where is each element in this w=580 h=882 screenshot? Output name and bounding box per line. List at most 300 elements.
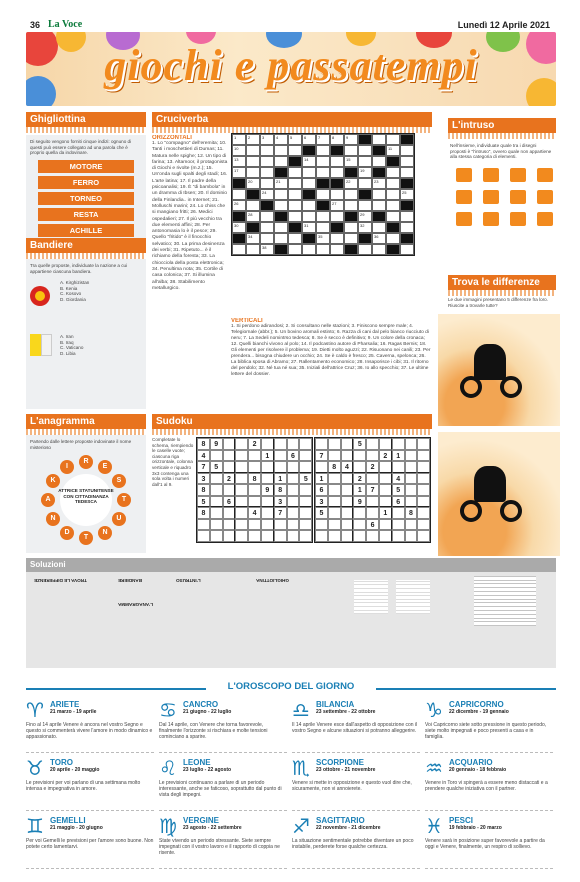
crossword-cell[interactable]: 24 bbox=[260, 189, 274, 200]
crossword-cell[interactable] bbox=[330, 211, 344, 222]
crossword-cell[interactable]: 14 bbox=[302, 156, 316, 167]
sudoku-cell[interactable]: 4 bbox=[248, 507, 261, 519]
sudoku-cell[interactable] bbox=[353, 519, 366, 531]
crossword-cell[interactable]: 9 bbox=[344, 134, 358, 145]
crossword-cell[interactable] bbox=[400, 244, 414, 255]
banner-title: giochi e passatempi bbox=[104, 41, 478, 90]
crossword-cell[interactable]: 19 bbox=[358, 167, 372, 178]
sudoku-cell[interactable] bbox=[405, 473, 418, 485]
crossword-cell[interactable] bbox=[386, 189, 400, 200]
sudoku-cell[interactable] bbox=[287, 438, 300, 450]
sudoku-cell[interactable] bbox=[392, 438, 405, 450]
sudoku-cell[interactable] bbox=[223, 519, 236, 531]
sudoku-cell[interactable] bbox=[261, 461, 274, 473]
sudoku-cell[interactable] bbox=[235, 461, 248, 473]
crossword-cell[interactable]: 7 bbox=[316, 134, 330, 145]
crossword-cell[interactable] bbox=[372, 244, 386, 255]
black-cell bbox=[274, 211, 288, 222]
sudoku-cell[interactable]: 7 bbox=[315, 450, 328, 462]
sudoku-cell[interactable] bbox=[341, 507, 354, 519]
sudoku-cell[interactable]: 6 bbox=[287, 450, 300, 462]
sudoku-cell[interactable] bbox=[248, 484, 261, 496]
sudoku-cell[interactable] bbox=[366, 450, 379, 462]
sudoku-cell[interactable] bbox=[274, 519, 287, 531]
crossword-cell[interactable] bbox=[386, 167, 400, 178]
sudoku-cell[interactable] bbox=[223, 450, 236, 462]
sudoku-cell[interactable] bbox=[328, 450, 341, 462]
crossword-cell[interactable] bbox=[246, 167, 260, 178]
sudoku-cell[interactable]: 1 bbox=[392, 450, 405, 462]
crossword-cell[interactable]: 4 bbox=[274, 134, 288, 145]
sudoku-cell[interactable]: 4 bbox=[392, 473, 405, 485]
crossword-cell[interactable] bbox=[400, 167, 414, 178]
sudoku-cell[interactable] bbox=[299, 461, 312, 473]
sudoku-cell[interactable] bbox=[248, 450, 261, 462]
sudoku-cell[interactable]: 9 bbox=[353, 496, 366, 508]
sudoku-cell[interactable] bbox=[328, 507, 341, 519]
zodiac-icon: ♍ bbox=[159, 814, 177, 838]
sudoku-cell[interactable]: 8 bbox=[274, 484, 287, 496]
tool-icon[interactable] bbox=[510, 212, 526, 226]
sudoku-cell[interactable] bbox=[379, 473, 392, 485]
sudoku-cell[interactable] bbox=[235, 450, 248, 462]
differenze-image-1[interactable] bbox=[438, 314, 560, 426]
crossword-cell[interactable] bbox=[372, 134, 386, 145]
sudoku-cell[interactable] bbox=[315, 519, 328, 531]
sudoku-cell[interactable] bbox=[328, 438, 341, 450]
sudoku-cell[interactable] bbox=[417, 484, 430, 496]
anagram-letter: U bbox=[112, 512, 126, 526]
sudoku-cell[interactable] bbox=[405, 484, 418, 496]
sudoku-cell[interactable] bbox=[197, 519, 210, 531]
sudoku-cell[interactable]: 2 bbox=[353, 473, 366, 485]
sudoku-cell[interactable]: 7 bbox=[274, 507, 287, 519]
crossword-cell[interactable] bbox=[386, 134, 400, 145]
sudoku-cell[interactable]: 2 bbox=[366, 461, 379, 473]
crossword-cell[interactable]: 11 bbox=[386, 145, 400, 156]
sudoku-cell[interactable] bbox=[341, 530, 354, 542]
sudoku-cell[interactable] bbox=[366, 530, 379, 542]
sudoku-cell[interactable] bbox=[405, 519, 418, 531]
sudoku-cell[interactable] bbox=[328, 496, 341, 508]
crossword-cell[interactable] bbox=[288, 189, 302, 200]
sudoku-cell[interactable] bbox=[210, 473, 223, 485]
crossword-cell[interactable] bbox=[316, 167, 330, 178]
crossword-cell[interactable] bbox=[344, 145, 358, 156]
crossword-cell[interactable]: 30 bbox=[232, 222, 246, 233]
crossword-cell[interactable] bbox=[400, 156, 414, 167]
sudoku-cell[interactable] bbox=[341, 473, 354, 485]
crossword-cell[interactable]: 38 bbox=[260, 244, 274, 255]
sudoku-cell[interactable] bbox=[261, 438, 274, 450]
sudoku-cell[interactable] bbox=[274, 530, 287, 542]
crossword-cell[interactable] bbox=[372, 222, 386, 233]
sudoku-cell[interactable] bbox=[417, 519, 430, 531]
tool-icon[interactable] bbox=[537, 190, 553, 204]
crossword-cell[interactable] bbox=[246, 156, 260, 167]
crossword-cell[interactable]: 5 bbox=[288, 134, 302, 145]
crossword-cell[interactable] bbox=[344, 200, 358, 211]
tool-icon[interactable] bbox=[483, 190, 499, 204]
crossword-cell[interactable] bbox=[288, 200, 302, 211]
sudoku-cell[interactable] bbox=[299, 450, 312, 462]
crossword-cell[interactable] bbox=[386, 178, 400, 189]
crossword-cell[interactable] bbox=[372, 156, 386, 167]
crossword-cell[interactable] bbox=[316, 222, 330, 233]
sudoku-cell[interactable] bbox=[405, 450, 418, 462]
solution-crossword bbox=[474, 576, 536, 626]
sudoku-cell[interactable] bbox=[353, 450, 366, 462]
sudoku-cell[interactable] bbox=[379, 519, 392, 531]
sign-date: 23 settembre - 22 ottobre bbox=[316, 709, 376, 715]
sudoku-cell[interactable] bbox=[417, 473, 430, 485]
sudoku-cell[interactable] bbox=[248, 519, 261, 531]
sudoku-cell[interactable] bbox=[417, 438, 430, 450]
sudoku-cell[interactable]: 9 bbox=[210, 438, 223, 450]
sudoku-cell[interactable]: 8 bbox=[405, 507, 418, 519]
sudoku-cell[interactable] bbox=[366, 473, 379, 485]
sudoku-cell[interactable]: 5 bbox=[353, 438, 366, 450]
crossword-cell[interactable]: 23 bbox=[372, 178, 386, 189]
tool-icon[interactable] bbox=[456, 212, 472, 226]
sudoku-cell[interactable] bbox=[287, 507, 300, 519]
crossword-cell[interactable] bbox=[260, 211, 274, 222]
tool-icon[interactable] bbox=[537, 212, 553, 226]
crossword-cell[interactable] bbox=[260, 167, 274, 178]
tool-icon[interactable] bbox=[483, 212, 499, 226]
crossword-cell[interactable] bbox=[288, 145, 302, 156]
sudoku-cell[interactable]: 2 bbox=[379, 450, 392, 462]
sudoku-cell[interactable] bbox=[287, 530, 300, 542]
crossword-cell[interactable] bbox=[274, 200, 288, 211]
sudoku-cell[interactable]: 5 bbox=[315, 507, 328, 519]
sudoku-cell[interactable] bbox=[328, 473, 341, 485]
sudoku-cell[interactable]: 6 bbox=[315, 484, 328, 496]
crossword-cell[interactable] bbox=[316, 211, 330, 222]
sudoku-cell[interactable] bbox=[223, 530, 236, 542]
sign-text: Venere si mette in opposizione e questo vuol dire che, sicuramente, non vi annoierete. bbox=[292, 780, 412, 792]
crossword-cell[interactable] bbox=[386, 211, 400, 222]
sudoku-cell[interactable]: 6 bbox=[366, 519, 379, 531]
crossword-cell[interactable] bbox=[260, 222, 274, 233]
sudoku-cell[interactable] bbox=[379, 530, 392, 542]
tool-icon[interactable] bbox=[510, 190, 526, 204]
sudoku-cell[interactable]: 9 bbox=[261, 484, 274, 496]
sudoku-cell[interactable] bbox=[353, 461, 366, 473]
sudoku-cell[interactable] bbox=[223, 461, 236, 473]
crossword-cell[interactable] bbox=[302, 211, 316, 222]
sudoku-cell[interactable] bbox=[315, 438, 328, 450]
crossword-cell[interactable]: 34 bbox=[246, 233, 260, 244]
sudoku-cell[interactable] bbox=[235, 473, 248, 485]
crossword-cell[interactable] bbox=[344, 222, 358, 233]
sudoku-cell[interactable]: 6 bbox=[392, 496, 405, 508]
sudoku-cell[interactable] bbox=[274, 461, 287, 473]
sudoku-cell[interactable]: 5 bbox=[197, 496, 210, 508]
sudoku-cell[interactable] bbox=[210, 484, 223, 496]
crossword-cell[interactable]: 2 bbox=[246, 134, 260, 145]
black-cell bbox=[232, 211, 246, 222]
sudoku-cell[interactable] bbox=[210, 450, 223, 462]
sudoku-cell[interactable] bbox=[235, 519, 248, 531]
sudoku-cell[interactable]: 3 bbox=[274, 496, 287, 508]
crossword-cell[interactable] bbox=[372, 189, 386, 200]
sudoku-cell[interactable] bbox=[299, 519, 312, 531]
sudoku-cell[interactable] bbox=[405, 438, 418, 450]
sudoku-cell[interactable]: 7 bbox=[366, 484, 379, 496]
sudoku-cell[interactable] bbox=[353, 507, 366, 519]
sudoku-cell[interactable] bbox=[341, 496, 354, 508]
crossword-cell[interactable] bbox=[288, 233, 302, 244]
sign-text: Il 14 aprile Venere esce dall'aspetto di opposizione con il vostro Segno e alcune situazioni si potranno alleggerire. bbox=[292, 722, 418, 734]
crossword-cell[interactable] bbox=[400, 222, 414, 233]
crossword-cell[interactable] bbox=[344, 189, 358, 200]
sudoku-cell[interactable] bbox=[328, 519, 341, 531]
sudoku-cell[interactable] bbox=[353, 530, 366, 542]
issue-date: Lunedì 12 Aprile 2021 bbox=[457, 20, 550, 30]
crossword-cell[interactable] bbox=[302, 200, 316, 211]
tool-icon[interactable] bbox=[483, 168, 499, 182]
anagram-letter: N bbox=[46, 512, 60, 526]
sudoku-cell[interactable] bbox=[261, 519, 274, 531]
sudoku-cell[interactable] bbox=[287, 496, 300, 508]
sudoku-cell[interactable]: 8 bbox=[197, 484, 210, 496]
sudoku-cell[interactable] bbox=[315, 530, 328, 542]
crossword-cell[interactable]: 6 bbox=[302, 134, 316, 145]
sudoku-cell[interactable] bbox=[248, 496, 261, 508]
crossword-cell[interactable] bbox=[274, 156, 288, 167]
sudoku-cell[interactable]: 1 bbox=[379, 507, 392, 519]
sudoku-cell[interactable] bbox=[261, 473, 274, 485]
sudoku-cell[interactable] bbox=[210, 507, 223, 519]
sudoku-cell[interactable] bbox=[366, 438, 379, 450]
sudoku-cell[interactable] bbox=[299, 496, 312, 508]
crossword-cell[interactable]: 28 bbox=[246, 211, 260, 222]
crossword-cell[interactable] bbox=[330, 167, 344, 178]
crossword-cell[interactable]: 20 bbox=[246, 178, 260, 189]
crossword-cell[interactable] bbox=[400, 145, 414, 156]
sudoku-cell[interactable] bbox=[235, 507, 248, 519]
crossword-cell[interactable] bbox=[288, 178, 302, 189]
sudoku-cell[interactable]: 8 bbox=[328, 461, 341, 473]
crossword-cell[interactable] bbox=[288, 211, 302, 222]
sudoku-cell[interactable] bbox=[235, 484, 248, 496]
sudoku-cell[interactable] bbox=[248, 461, 261, 473]
sudoku-cell[interactable] bbox=[379, 484, 392, 496]
sudoku-cell[interactable] bbox=[417, 450, 430, 462]
crossword-cell[interactable] bbox=[232, 244, 246, 255]
sudoku-cell[interactable]: 5 bbox=[299, 473, 312, 485]
sudoku-cell[interactable] bbox=[417, 507, 430, 519]
crossword-cell[interactable] bbox=[330, 189, 344, 200]
sudoku-cell[interactable]: 6 bbox=[223, 496, 236, 508]
crossword-cell[interactable]: 3 bbox=[260, 134, 274, 145]
crossword-cell[interactable] bbox=[288, 244, 302, 255]
crossword-cell[interactable] bbox=[358, 200, 372, 211]
crossword-cell[interactable] bbox=[386, 200, 400, 211]
sudoku-cell[interactable]: 5 bbox=[392, 484, 405, 496]
crossword-cell[interactable] bbox=[274, 189, 288, 200]
title-stripe bbox=[26, 127, 146, 133]
crossword-cell[interactable]: 21 bbox=[274, 178, 288, 189]
crossword-cell[interactable] bbox=[288, 167, 302, 178]
sudoku-cell[interactable] bbox=[341, 484, 354, 496]
sudoku-cell[interactable] bbox=[287, 484, 300, 496]
crossword-cell[interactable] bbox=[316, 244, 330, 255]
sudoku-cell[interactable] bbox=[235, 530, 248, 542]
sudoku-cell[interactable] bbox=[315, 461, 328, 473]
sudoku-cell[interactable] bbox=[261, 496, 274, 508]
crossword-cell[interactable] bbox=[260, 233, 274, 244]
sudoku-cell[interactable] bbox=[417, 496, 430, 508]
sudoku-cell[interactable] bbox=[210, 530, 223, 542]
crossword-cell[interactable]: 10 bbox=[232, 145, 246, 156]
crossword-cell[interactable] bbox=[358, 178, 372, 189]
sudoku-cell[interactable] bbox=[366, 507, 379, 519]
sudoku-cell[interactable] bbox=[392, 461, 405, 473]
sudoku-cell[interactable] bbox=[379, 496, 392, 508]
sudoku-cell[interactable] bbox=[392, 519, 405, 531]
sudoku-cell[interactable]: 7 bbox=[197, 461, 210, 473]
sudoku-cell[interactable] bbox=[261, 530, 274, 542]
sudoku-cell[interactable] bbox=[405, 530, 418, 542]
crossword-cell[interactable]: 22 bbox=[344, 178, 358, 189]
tool-icon[interactable] bbox=[456, 190, 472, 204]
crossword-cell[interactable] bbox=[330, 233, 344, 244]
crossword-cell[interactable] bbox=[232, 189, 246, 200]
sudoku-cell[interactable] bbox=[405, 496, 418, 508]
crossword-cell[interactable] bbox=[260, 145, 274, 156]
crossword-cell[interactable]: 36 bbox=[372, 233, 386, 244]
sudoku-cell[interactable]: 3 bbox=[197, 473, 210, 485]
sudoku-cell[interactable] bbox=[366, 496, 379, 508]
crossword-cell[interactable] bbox=[302, 244, 316, 255]
crossword-cell[interactable] bbox=[372, 200, 386, 211]
crossword-cell[interactable] bbox=[330, 156, 344, 167]
sudoku-cell[interactable]: 1 bbox=[315, 473, 328, 485]
sudoku-cell[interactable] bbox=[197, 530, 210, 542]
crossword-cell[interactable] bbox=[316, 156, 330, 167]
tool-icon[interactable] bbox=[537, 168, 553, 182]
crossword-cell[interactable] bbox=[274, 233, 288, 244]
sudoku-cell[interactable] bbox=[287, 519, 300, 531]
sudoku-cell[interactable] bbox=[328, 484, 341, 496]
tool-icon[interactable] bbox=[510, 168, 526, 182]
sudoku-cell[interactable] bbox=[341, 519, 354, 531]
crossword-cell[interactable] bbox=[274, 222, 288, 233]
crossword-cell[interactable] bbox=[400, 211, 414, 222]
differenze-image-2[interactable] bbox=[438, 432, 560, 556]
sudoku-cell[interactable]: 5 bbox=[210, 461, 223, 473]
crossword-cell[interactable]: 32 bbox=[358, 222, 372, 233]
crossword-cell[interactable] bbox=[246, 200, 260, 211]
crossword-cell[interactable] bbox=[246, 145, 260, 156]
crossword-cell[interactable] bbox=[358, 145, 372, 156]
crossword-cell[interactable] bbox=[302, 178, 316, 189]
sudoku-cell[interactable]: 4 bbox=[341, 461, 354, 473]
sudoku-cell[interactable]: 8 bbox=[248, 473, 261, 485]
sudoku-cell[interactable] bbox=[341, 450, 354, 462]
sudoku-cell[interactable]: 1 bbox=[274, 473, 287, 485]
sudoku-cell[interactable] bbox=[223, 438, 236, 450]
sudoku-cell[interactable] bbox=[210, 496, 223, 508]
crossword-cell[interactable]: 31 bbox=[302, 222, 316, 233]
sudoku-cell[interactable] bbox=[299, 530, 312, 542]
crossword-cell[interactable] bbox=[344, 233, 358, 244]
crossword-cell[interactable]: 29 bbox=[358, 211, 372, 222]
crossword-cell[interactable] bbox=[316, 189, 330, 200]
wheel bbox=[500, 500, 522, 522]
sudoku-cell[interactable] bbox=[287, 473, 300, 485]
sudoku-cell[interactable] bbox=[261, 507, 274, 519]
sudoku-cell[interactable]: 8 bbox=[197, 507, 210, 519]
sudoku-cell[interactable] bbox=[341, 438, 354, 450]
sudoku-cell[interactable]: 3 bbox=[315, 496, 328, 508]
crossword-cell[interactable]: 13 bbox=[232, 156, 246, 167]
sudoku-cell[interactable] bbox=[235, 438, 248, 450]
crossword-cell[interactable]: 27 bbox=[330, 200, 344, 211]
sudoku-cell[interactable] bbox=[417, 530, 430, 542]
crossword-cell[interactable] bbox=[260, 156, 274, 167]
crossword-cell[interactable] bbox=[260, 178, 274, 189]
sudoku-cell[interactable] bbox=[379, 461, 392, 473]
sudoku-cell[interactable] bbox=[417, 461, 430, 473]
sudoku-cell[interactable] bbox=[392, 530, 405, 542]
sudoku-cell[interactable] bbox=[299, 507, 312, 519]
sudoku-cell[interactable] bbox=[299, 484, 312, 496]
sudoku-cell[interactable] bbox=[274, 450, 287, 462]
sudoku-cell[interactable] bbox=[299, 438, 312, 450]
sudoku-cell[interactable]: 2 bbox=[248, 438, 261, 450]
crossword-cell[interactable]: 26 bbox=[232, 200, 246, 211]
verticali-clues: 1. Si perdono adirandosi; 2. Si consultano nelle stazioni; 3. Finiscono sempre male; 4. Telegiornale (abbr.); 5. Un bovino aromali estinto; 6. Razza di cani dal pelo bianco riucciuto di neru; 7. La Sedeli nomintrso tedesca; 8. Se è secco è definitivo; 9. Un colore della cronaca; 12. Quelli bianchi vivono al polo; 14. Il podcastino autore di Pharsalia; 16. Ragas Bernis; 18. Gli elementi per risolvere il problema; 19. Dietti molto aguzzi; 22. Risuonano nei canili; 23. Per prendera... bisogna chiudere un occhio; 24. Se è caldo è fresco; 25. Caverna, spelonca; 26. La biblica sposa di Abramo; 27. Rallentamento economico; 28. Insaporisce i cibi; 31. Il ritorno del pendolo; 32. Né tua né sua; 35. Iniziali dell'attrice Cruz; 36. Io allo specchio; 37. Le ultime lettere del dossier. bbox=[231, 324, 431, 377]
sudoku-cell[interactable] bbox=[328, 530, 341, 542]
sudoku-cell[interactable] bbox=[223, 484, 236, 496]
crossword-cell[interactable] bbox=[274, 145, 288, 156]
crossword-cell[interactable] bbox=[358, 156, 372, 167]
crossword-cell[interactable]: 1 bbox=[232, 134, 246, 145]
sudoku-cell[interactable] bbox=[223, 507, 236, 519]
sudoku-cell[interactable] bbox=[287, 461, 300, 473]
sudoku-cell[interactable] bbox=[392, 507, 405, 519]
sudoku-cell[interactable] bbox=[379, 438, 392, 450]
crossword-cell[interactable]: 15 bbox=[344, 156, 358, 167]
sudoku-cell[interactable]: 2 bbox=[223, 473, 236, 485]
sudoku-cell[interactable]: 1 bbox=[353, 484, 366, 496]
crossword-cell[interactable]: 8 bbox=[330, 134, 344, 145]
sudoku-cell[interactable] bbox=[405, 461, 418, 473]
crossword-cell[interactable] bbox=[358, 244, 372, 255]
crossword-cell[interactable] bbox=[302, 167, 316, 178]
wheel bbox=[460, 376, 482, 398]
sudoku-cell[interactable]: 1 bbox=[261, 450, 274, 462]
crossword-cell[interactable] bbox=[330, 244, 344, 255]
crossword-cell[interactable] bbox=[316, 145, 330, 156]
crossword-cell[interactable]: 17 bbox=[232, 167, 246, 178]
sign-name: BILANCIA bbox=[316, 700, 355, 709]
sudoku-cell[interactable]: 4 bbox=[197, 450, 210, 462]
sudoku-cell[interactable] bbox=[235, 496, 248, 508]
sudoku-cell[interactable] bbox=[274, 438, 287, 450]
sudoku-cell[interactable] bbox=[210, 519, 223, 531]
crossword-cell[interactable]: 25 bbox=[400, 189, 414, 200]
sudoku-cell[interactable]: 8 bbox=[197, 438, 210, 450]
crossword-cell[interactable] bbox=[246, 244, 260, 255]
tool-icon[interactable] bbox=[456, 168, 472, 182]
crossword-cell[interactable] bbox=[386, 233, 400, 244]
sudoku-cell[interactable] bbox=[248, 530, 261, 542]
crossword-cell[interactable]: 35 bbox=[316, 233, 330, 244]
